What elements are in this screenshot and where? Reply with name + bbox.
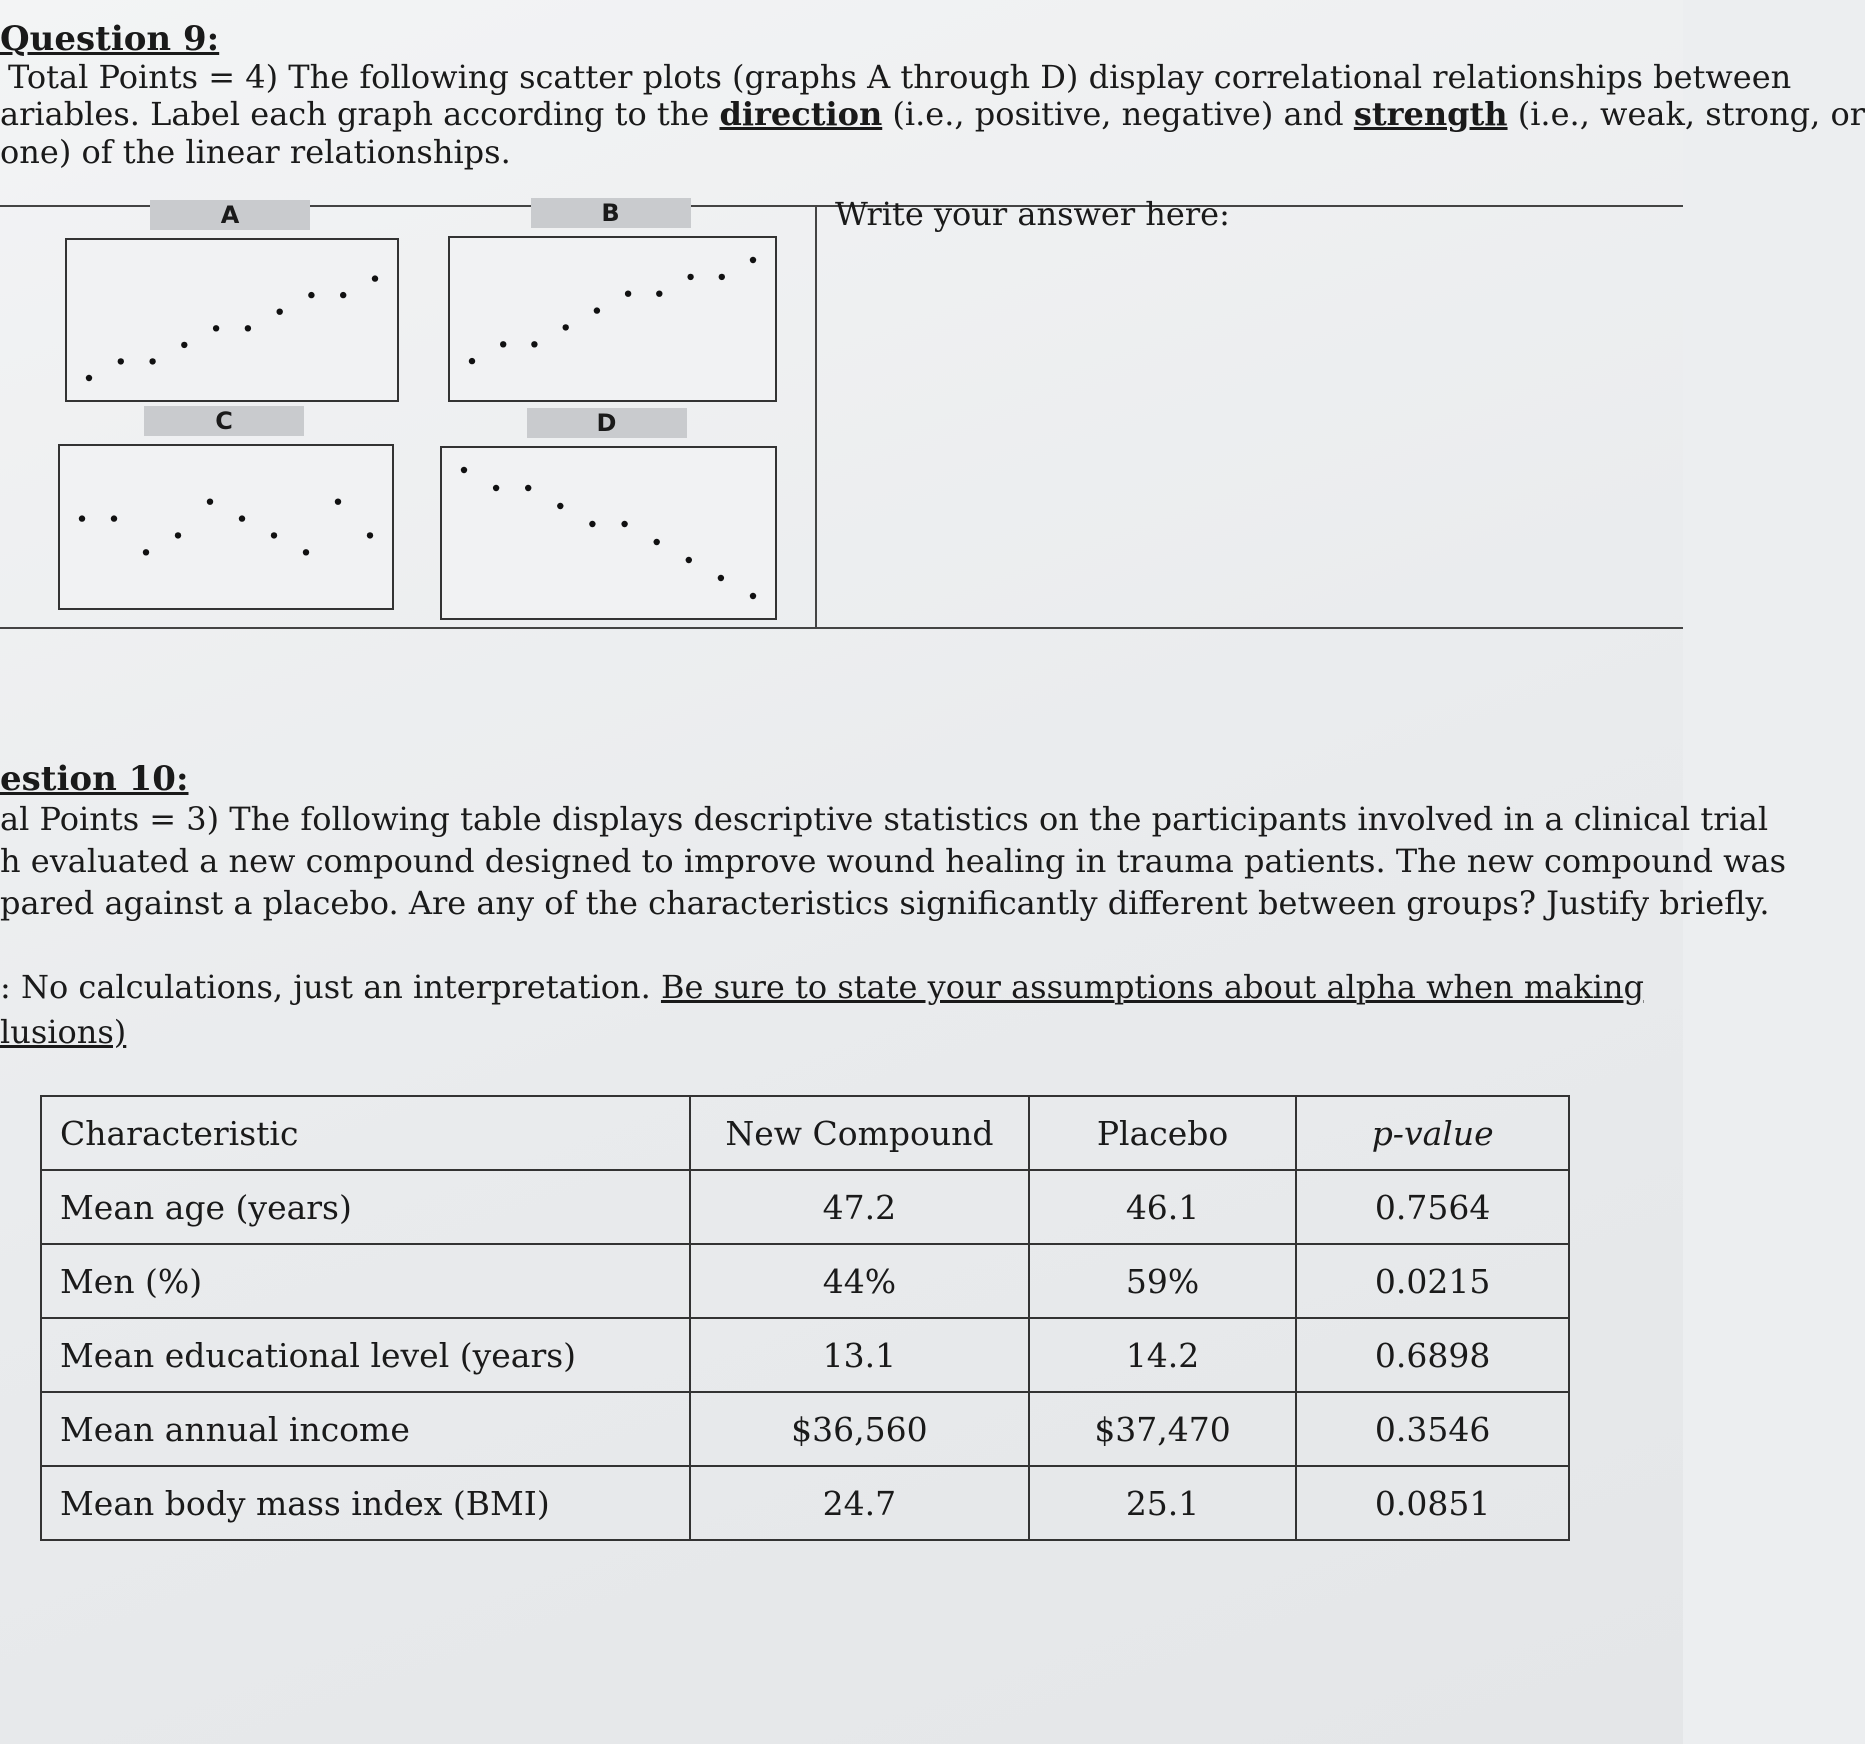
q10-line-2: h evaluated a new compound designed to improve wound healing in trauma patients. The new compound was [0,842,1787,880]
table-cell: 0.6898 [1296,1318,1569,1392]
q9-line-2-part-c: (i.e., positive, negative) and [882,95,1354,133]
scatter-point [111,515,117,521]
table-row [41,1392,1569,1466]
q9-heading: Question 9: [0,19,220,59]
header-placebo: Placebo [1029,1096,1297,1170]
header-p-value: p-value [1296,1096,1569,1170]
q9-direction-term: direction [719,95,883,133]
scatter-plot-canvas [67,240,397,400]
table-cell: Mean annual income [41,1392,690,1466]
scatter-point [557,503,563,509]
table-cell: 14.2 [1029,1318,1297,1392]
q9-line-1: Total Points = 4) The following scatter plots (graphs A through D) display correlational relationships between [8,58,1792,96]
scatter-point [719,274,725,280]
scatter-point [367,532,373,538]
q10-line-4-part-a: : No calculations, just an interpretation. [0,968,661,1006]
q9-answer-label: Write your answer here: [835,195,1230,233]
scatter-point [656,291,662,297]
q10-line-5: lusions) [0,1013,127,1051]
scatter-plot-frame [448,236,777,402]
header-new-compound: New Compound [690,1096,1029,1170]
table-row [41,1244,1569,1318]
q10-line-4 [0,968,1644,1006]
q9-line-2-part-a: ariables. Label each graph according to the [0,95,720,133]
scatter-point [303,549,309,555]
q9-line-2-part-e: (i.e., weak, strong, or [1507,95,1865,133]
scatter-point [625,291,631,297]
table-cell: 46.1 [1029,1170,1297,1244]
scatter-point [372,275,378,281]
table-cell: 44% [690,1244,1029,1318]
table-row [41,1318,1569,1392]
scatter-point [718,575,724,581]
q10-alpha-instruction: Be sure to state your assumptions about alpha when making [660,968,1644,1006]
table-cell: 0.3546 [1296,1392,1569,1466]
scatter-plot-label: C [144,406,304,436]
scatter-point [335,499,341,505]
scatter-point [654,539,660,545]
scatter-plot-label: D [527,408,687,438]
scatter-point [340,292,346,298]
table-cell: 0.0851 [1296,1466,1569,1540]
scatter-point [563,324,569,330]
scatter-plot-label: A [150,200,310,230]
scatter-point [589,521,595,527]
table-cell: 25.1 [1029,1466,1297,1540]
q9-answer-field[interactable] [830,250,1660,610]
scatter-point [461,467,467,473]
descriptive-stats-table [40,1095,1570,1541]
table-cell: 0.0215 [1296,1244,1569,1318]
table-row [41,1170,1569,1244]
scatter-point [531,341,537,347]
q9-column-divider [815,207,817,627]
table-header-row [41,1096,1569,1170]
scatter-point [245,325,251,331]
scatter-point [469,358,475,364]
scatter-point [687,274,693,280]
scatter-point [79,515,85,521]
q10-line-1: al Points = 3) The following table displays descriptive statistics on the participants involved in a clinical trial [0,800,1769,838]
scatter-point [86,375,92,381]
scatter-point [271,532,277,538]
scatter-point [750,593,756,599]
q10-heading: estion 10: [0,759,189,799]
header-characteristic: Characteristic [41,1096,690,1170]
scatter-plot-frame [58,444,394,610]
scatter-point [750,257,756,263]
table-cell: $36,560 [690,1392,1029,1466]
scatter-point [686,557,692,563]
table-row [41,1466,1569,1540]
q10-line-3: pared against a placebo. Are any of the characteristics significantly different between groups? Justify briefly. [0,884,1770,922]
scatter-plot-canvas [442,448,775,618]
table-cell: Mean age (years) [41,1170,690,1244]
scatter-point [239,515,245,521]
table-cell: Men (%) [41,1244,690,1318]
q9-line-3: one) of the linear relationships. [0,133,511,171]
scatter-point [594,307,600,313]
scatter-plot-canvas [60,446,392,608]
scatter-point [143,549,149,555]
table-cell: 13.1 [690,1318,1029,1392]
scatter-point [118,358,124,364]
scatter-point [500,341,506,347]
scatter-point [213,325,219,331]
table-cell: Mean educational level (years) [41,1318,690,1392]
scatter-point [181,342,187,348]
scatter-point [149,358,155,364]
scatter-point [207,499,213,505]
scatter-point [175,532,181,538]
table-cell: 24.7 [690,1466,1029,1540]
scatter-plot-frame [440,446,777,620]
scatter-point [308,292,314,298]
scatter-plot-frame [65,238,399,402]
table-cell: 47.2 [690,1170,1029,1244]
table-cell: $37,470 [1029,1392,1297,1466]
table-cell: 59% [1029,1244,1297,1318]
scatter-point [525,485,531,491]
scatter-point [621,521,627,527]
q9-strength-term: strength [1353,95,1508,133]
scatter-plot-label: B [531,198,691,228]
table-cell: Mean body mass index (BMI) [41,1466,690,1540]
scatter-point [493,485,499,491]
scatter-plot-canvas [450,238,775,400]
table-cell: 0.7564 [1296,1170,1569,1244]
q9-line-2 [0,95,1865,133]
scatter-point [277,309,283,315]
